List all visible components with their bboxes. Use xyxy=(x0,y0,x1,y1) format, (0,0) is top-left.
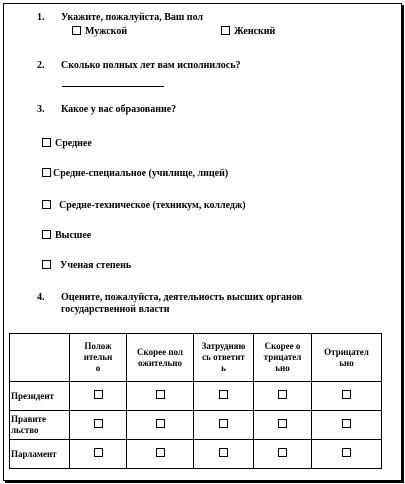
checkbox-secondary[interactable] xyxy=(42,138,51,147)
rating-cell[interactable] xyxy=(127,411,194,440)
rating-cell[interactable] xyxy=(254,440,312,469)
q3-option-degree[interactable] xyxy=(42,260,131,272)
rating-cell[interactable] xyxy=(312,411,382,440)
rating-checkbox[interactable] xyxy=(342,448,351,457)
rating-checkbox[interactable] xyxy=(219,419,228,428)
rating-checkbox[interactable] xyxy=(156,448,165,457)
rating-cell[interactable] xyxy=(127,440,194,469)
rating-cell[interactable] xyxy=(312,382,382,411)
q1-number: 1. xyxy=(37,12,45,23)
row-header-president: Президе​нт xyxy=(10,382,70,411)
rating-cell[interactable] xyxy=(194,440,254,469)
column-header: Скорее положит​ельно xyxy=(127,334,194,382)
checkbox-technical[interactable] xyxy=(42,200,51,209)
rating-cell[interactable] xyxy=(254,382,312,411)
table-row xyxy=(10,411,382,440)
q3-option-higher-label: Высшее xyxy=(55,230,92,241)
rating-cell[interactable] xyxy=(127,382,194,411)
rating-checkbox[interactable] xyxy=(278,419,287,428)
q1-option-female-label: Женский xyxy=(234,26,276,37)
rating-cell[interactable] xyxy=(194,411,254,440)
q3-option-technical[interactable] xyxy=(42,200,246,212)
rating-cell[interactable] xyxy=(312,440,382,469)
questionnaire-frame xyxy=(3,3,402,481)
q1-option-male[interactable] xyxy=(72,26,127,38)
rating-cell[interactable] xyxy=(254,411,312,440)
rating-checkbox[interactable] xyxy=(342,390,351,399)
column-header: Поло​жите​льно xyxy=(70,334,127,382)
q3-option-degree-label: Ученая степень xyxy=(60,260,132,271)
rating-checkbox[interactable] xyxy=(156,419,165,428)
q2-number: 2. xyxy=(37,60,45,71)
rating-checkbox[interactable] xyxy=(156,390,165,399)
column-header: Отрицат​ельно xyxy=(312,334,382,382)
q3-option-specialized-label: Средне-специальное (училище, лицей) xyxy=(53,168,229,179)
column-header: Скорее отрица​тельно xyxy=(254,334,312,382)
checkbox-female[interactable] xyxy=(221,26,230,35)
rating-checkbox[interactable] xyxy=(342,419,351,428)
q3-option-secondary-label: Среднее xyxy=(55,138,92,149)
checkbox-male[interactable] xyxy=(72,26,81,35)
q3-option-specialized[interactable] xyxy=(42,168,228,180)
q3-option-technical-label: Средне-техническое (техникум, колледж) xyxy=(59,200,246,211)
q2-answer-line[interactable] xyxy=(62,86,164,87)
q4-text-line2: государственной власти xyxy=(61,304,170,315)
q3-number: 3. xyxy=(37,104,45,115)
q1-text: Укажите, пожалуйста, Ваш пол xyxy=(61,12,204,23)
rating-checkbox[interactable] xyxy=(278,390,287,399)
row-header-government: Правите​льство xyxy=(10,411,70,440)
q4-number: 4. xyxy=(37,292,45,303)
q1-option-female[interactable] xyxy=(221,26,275,38)
table-row xyxy=(10,440,382,469)
q3-option-higher[interactable] xyxy=(42,230,91,242)
rating-cell[interactable] xyxy=(70,411,127,440)
rating-table xyxy=(9,333,382,469)
q2-text: Сколько полных лет вам исполнилось? xyxy=(61,60,241,71)
rating-cell[interactable] xyxy=(194,382,254,411)
rating-checkbox[interactable] xyxy=(219,390,228,399)
q4-text-line1: Оцените, пожалуйста, деятельность высших органов xyxy=(61,292,302,303)
rating-checkbox[interactable] xyxy=(94,419,103,428)
checkbox-degree[interactable] xyxy=(42,260,51,269)
rating-checkbox[interactable] xyxy=(94,390,103,399)
column-header: Затруд​няюсь ответить xyxy=(194,334,254,382)
rating-cell[interactable] xyxy=(70,440,127,469)
checkbox-higher[interactable] xyxy=(42,230,51,239)
table-corner-cell xyxy=(10,334,70,382)
q1-option-male-label: Мужской xyxy=(85,26,128,37)
q3-text: Какое у вас образование? xyxy=(61,104,177,115)
rating-cell[interactable] xyxy=(70,382,127,411)
row-header-parliament: Парламе​нт xyxy=(10,440,70,469)
rating-checkbox[interactable] xyxy=(219,448,228,457)
checkbox-specialized[interactable] xyxy=(42,168,51,177)
rating-checkbox[interactable] xyxy=(94,448,103,457)
table-row xyxy=(10,382,382,411)
rating-checkbox[interactable] xyxy=(278,448,287,457)
table-header-row xyxy=(10,334,382,382)
q3-option-secondary[interactable] xyxy=(42,138,92,150)
